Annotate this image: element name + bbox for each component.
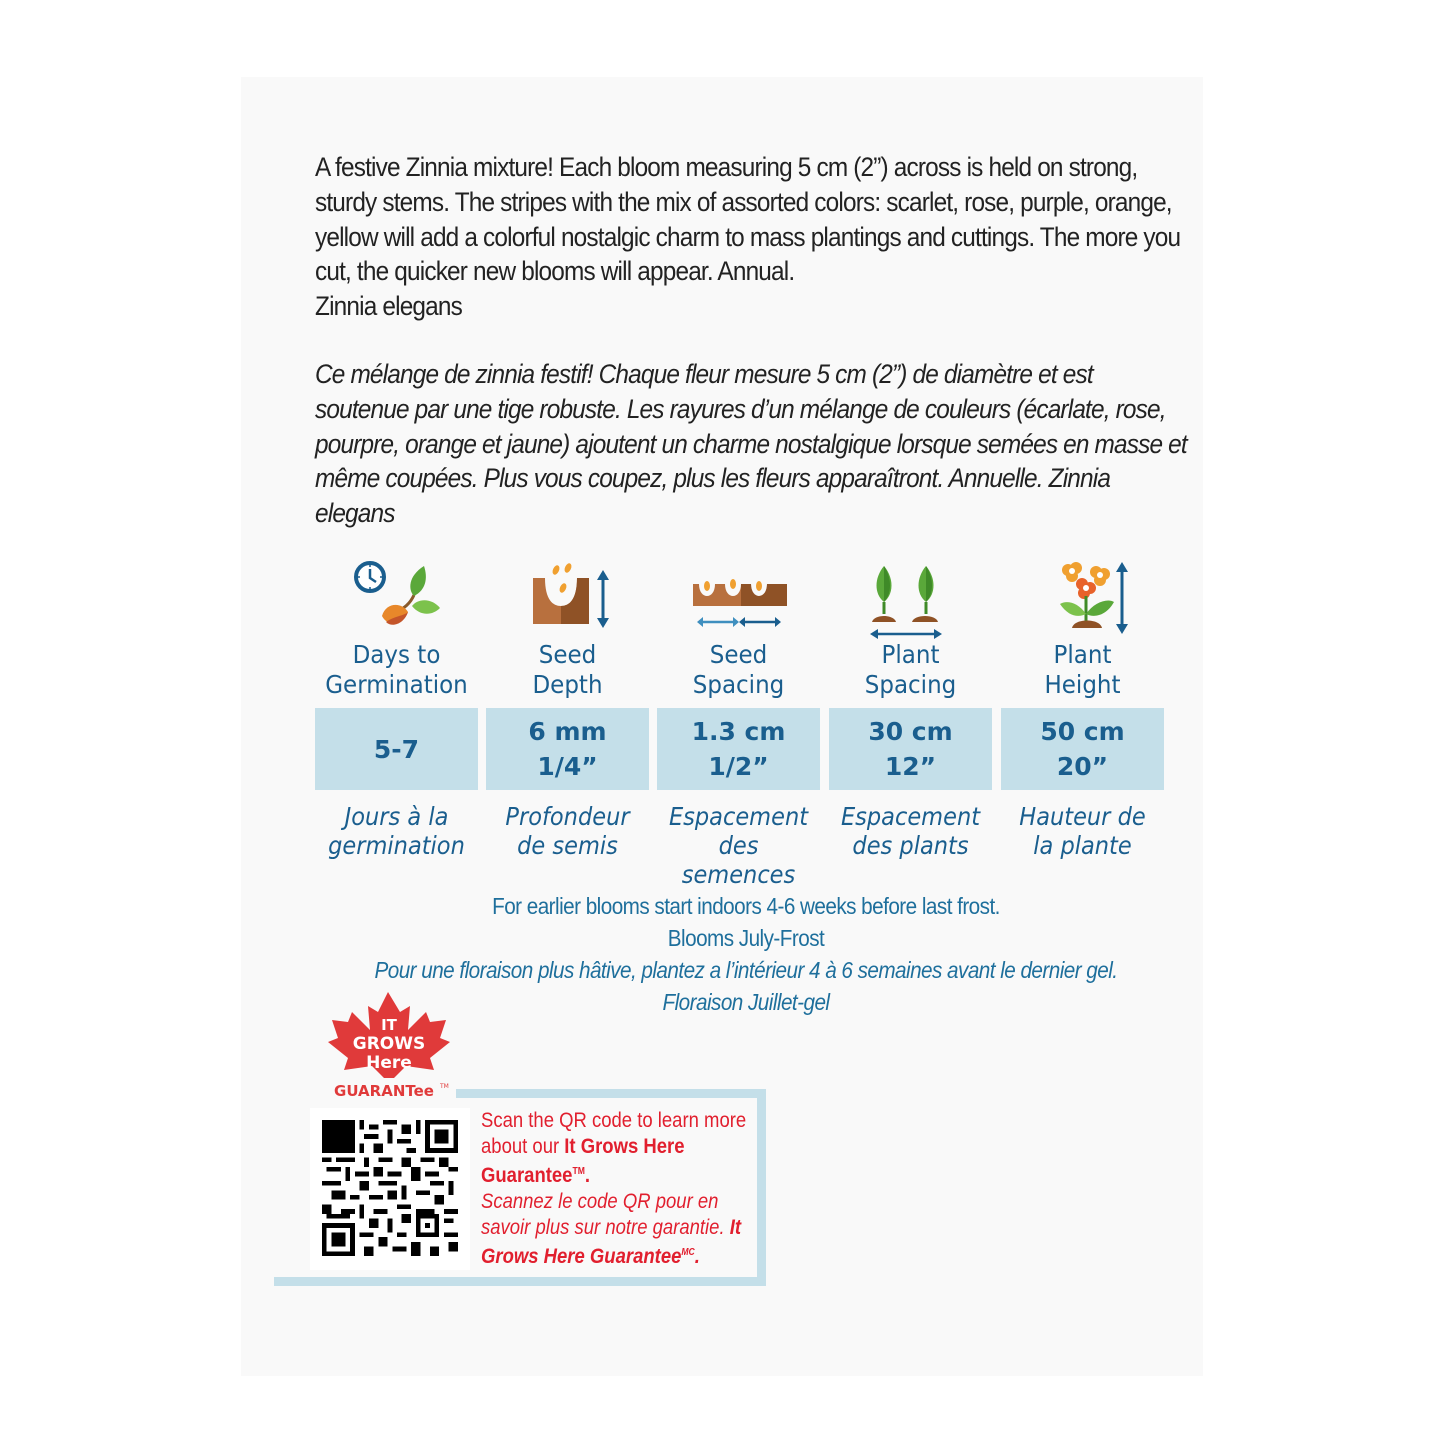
stat-value-germination: 5-7 [315, 708, 478, 790]
svg-text:GUARANTee: GUARANTee [334, 1082, 434, 1100]
stat-value-plant-height: 50 cm 20” [1001, 708, 1164, 790]
stat-label-seed-spacing: Seed Spacing [692, 640, 785, 699]
note-indoor-french: Pour une floraison plus hâtive, plantez a l’intérieur 4 à 6 semaines avant le dernier gel. [374, 957, 1118, 983]
stat-value-plant-spacing: 30 cm 12” [829, 708, 992, 790]
stat-fr-seed-spacing: Espacement des semences [668, 802, 809, 889]
seed-spacing-icon [657, 560, 820, 638]
plant-spacing-icon [829, 560, 992, 638]
clock-sprout-icon [315, 560, 478, 638]
svg-text:IT: IT [381, 1016, 397, 1034]
stat-fr-germination: Jours à la germination [328, 802, 465, 860]
guarantee-name-french: It Grows Here Guarantee [481, 1214, 742, 1269]
description-english [315, 150, 1189, 324]
stat-fr-seed-depth: Profondeur de semis [505, 802, 630, 860]
stat-fr-plant-height: Hauteur de la plante [1019, 802, 1146, 860]
description-french [315, 357, 1189, 531]
stat-label-plant-spacing: Plant Spacing [864, 640, 957, 699]
maple-leaf-icon [322, 990, 462, 1102]
qr-code[interactable] [322, 1120, 458, 1256]
qr-frame-bottom [274, 1277, 766, 1286]
svg-text:GROWS: GROWS [352, 1034, 426, 1054]
note-bloom-english: Blooms July-Frost [667, 925, 825, 951]
svg-text:TM: TM [440, 1083, 449, 1090]
seed-depth-icon [486, 560, 649, 638]
stat-value-seed-spacing: 1.3 cm 1/2” [657, 708, 820, 790]
plant-height-icon [1001, 560, 1164, 638]
stat-fr-plant-spacing: Espacement des plants [840, 802, 981, 860]
description-english-text: A festive Zinnia mixture! Each bloom measuring 5 cm (2”) across is held on strong, sturdy stems. The stripes with the mix of assorted colors: scarlet, rose, purple, orange, yellow will add a colorful nostalgic charm to mass plantings and cuttings. The more you cut, the quicker new blooms will appear. Annual. [315, 152, 1181, 287]
qr-frame-top [456, 1089, 766, 1098]
qr-frame-right [757, 1089, 766, 1286]
qr-text-french: Scannez le code QR pour en savoir plus sur notre garantie. [481, 1188, 730, 1239]
svg-text:Here: Here [366, 1053, 412, 1073]
description-french-text: Ce mélange de zinnia festif! Chaque fleur mesure 5 cm (2”) de diamètre et est soutenue par une tige robuste. Les rayures d’un mélange de couleurs (écarlate, rose, pourpre, orange et jaune) ajoutent un charme nostalgique lorsque semées en masse et même coupées. Plus vous coupez, plus les fleurs apparaîtront. Annuelle. Zinnia elegans [315, 359, 1187, 529]
guarantee-name-english: It Grows Here Guarantee [481, 1133, 685, 1188]
note-indoor-english: For earlier blooms start indoors 4-6 weeks before last frost. [492, 893, 1000, 919]
stat-value-seed-depth: 6 mm 1/4” [486, 708, 649, 790]
stat-label-germination: Days to Germination [325, 640, 468, 699]
qr-description: Scan the QR code to learn more about our It Grows Here Guarantee™. Scannez le code QR pour en savoir plus sur notre garantie. It Grows Here Guarantee$^{MC}$. [481, 1108, 747, 1269]
stat-label-plant-height: Plant Height [1044, 640, 1121, 699]
it-grows-here-badge [322, 990, 462, 1102]
qr-text-english: Scan the QR code to learn more about our [481, 1108, 747, 1158]
stat-label-seed-depth: Seed Depth [532, 640, 603, 699]
latin-name: Zinnia elegans [315, 291, 462, 322]
note-bloom-french: Floraison Juillet-gel [662, 989, 830, 1015]
